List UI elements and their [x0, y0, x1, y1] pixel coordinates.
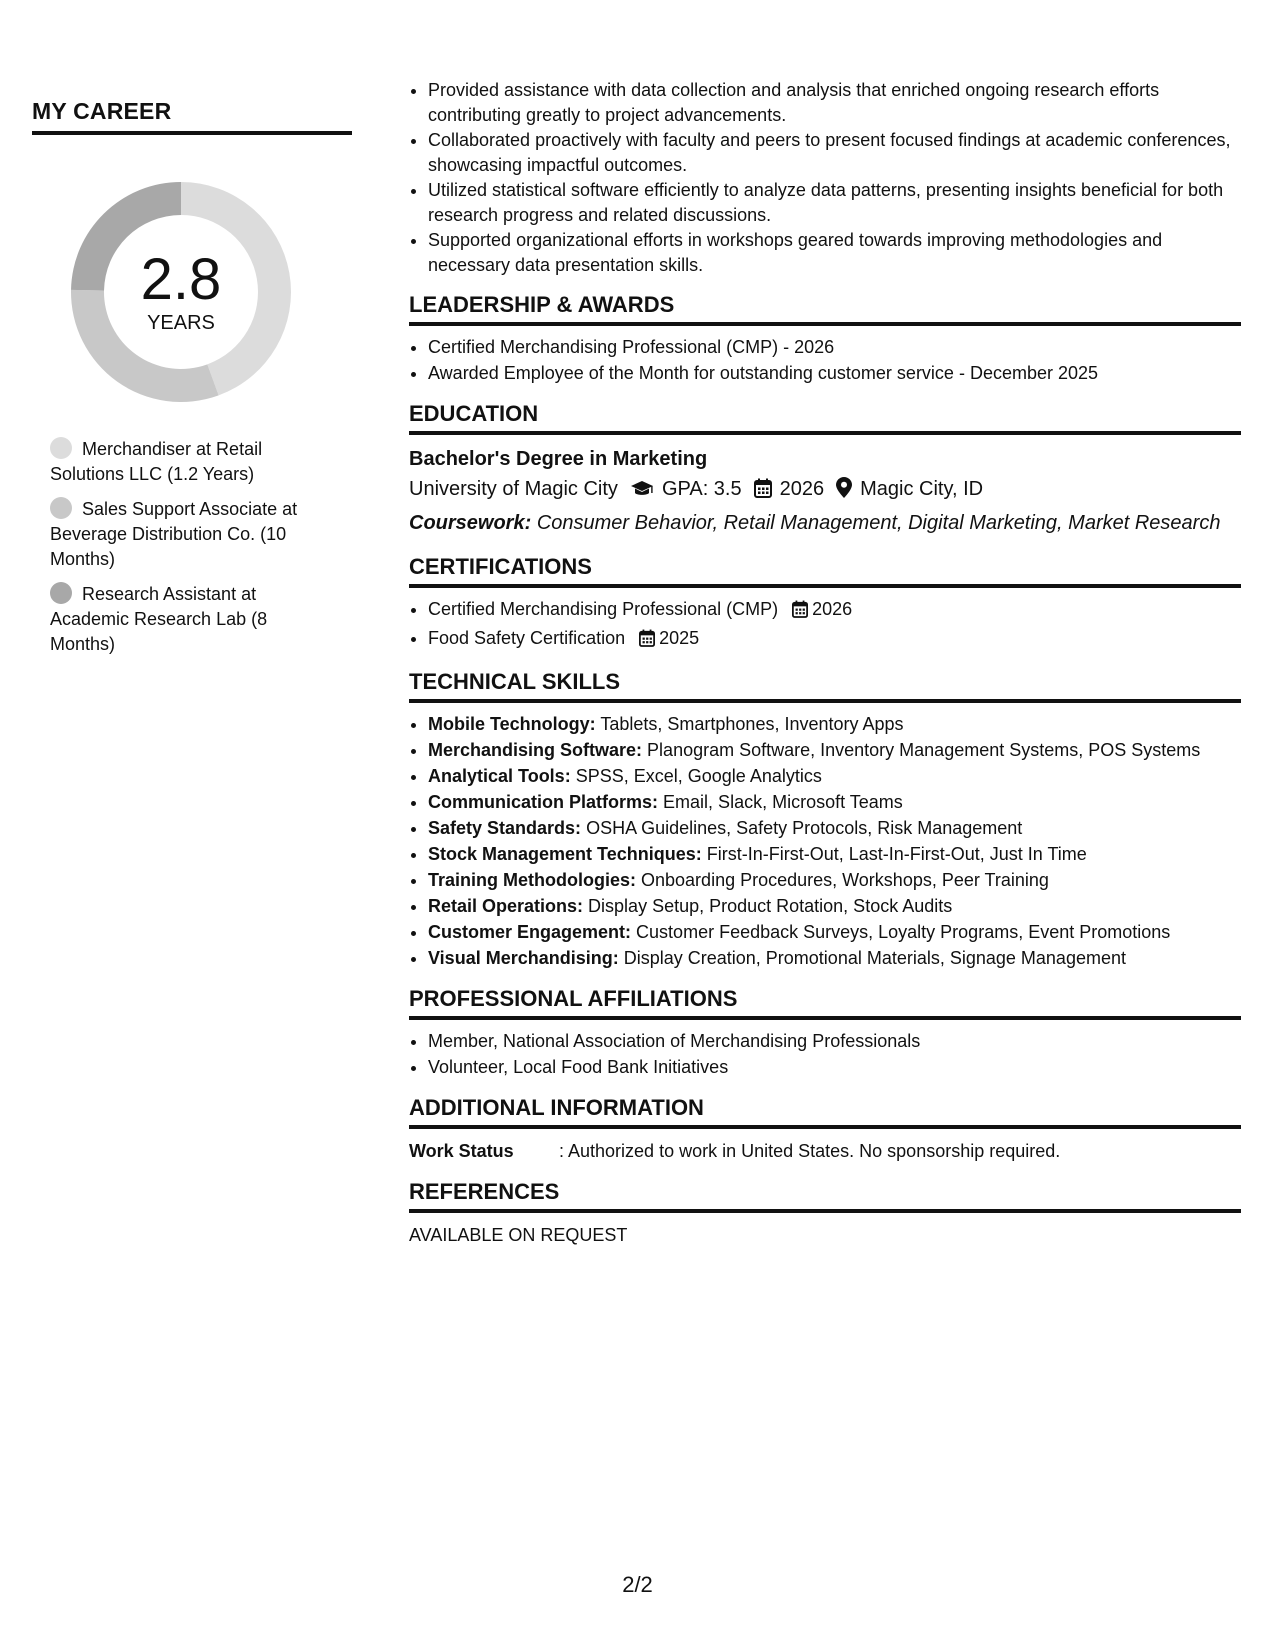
page-number: 2/2 — [622, 1572, 653, 1597]
legend-label: Research Assistant at Academic Research Lab (8 Months) — [50, 584, 268, 654]
list-item — [428, 790, 1241, 815]
legend-dot-icon — [50, 497, 72, 519]
career-donut-chart — [66, 177, 296, 407]
list-item: • Collaborated proactively with faculty and peers to present focused findings at academic conferences, showcasing impactful outcomes. — [428, 128, 1241, 177]
section-title: CERTIFICATIONS — [409, 553, 1241, 588]
legend-label: Sales Support Associate at Beverage Distribution Co. (10 Months) — [50, 499, 298, 569]
list-item — [428, 920, 1241, 945]
list-item: • Certified Merchandising Professional (CMP) - 2026 — [428, 335, 1241, 360]
work-status-row — [409, 1138, 1241, 1164]
career-sidebar — [32, 80, 352, 667]
education-location: Magic City, ID — [860, 478, 984, 500]
legend-label: Merchandiser at Retail Solutions LLC (1.2 Years) — [50, 439, 263, 484]
references-section — [409, 1178, 1241, 1248]
experience-bullets — [409, 78, 1241, 277]
graduation-year: 2026 — [779, 478, 825, 500]
work-status-value: : Authorized to work in United States. No sponsorship required. — [559, 1141, 1061, 1161]
skill-values: SPSS, Excel, Google Analytics — [575, 766, 822, 786]
affiliations-list — [409, 1029, 1241, 1080]
section-title: LEADERSHIP & AWARDS — [409, 291, 1241, 326]
education-meta — [409, 474, 1241, 507]
graduation-cap-icon — [630, 477, 654, 507]
list-item: • Member, National Association of Merchandising Professionals — [428, 1029, 1241, 1054]
coursework — [409, 507, 1241, 539]
skill-category: Analytical Tools: — [428, 766, 571, 786]
list-item — [428, 946, 1241, 971]
calendar-icon — [754, 477, 772, 507]
skill-values: Email, Slack, Microsoft Teams — [663, 792, 903, 812]
skill-category: Visual Merchandising: — [428, 948, 619, 968]
list-item — [428, 816, 1241, 841]
leadership-list — [409, 335, 1241, 386]
skill-values: Display Setup, Product Rotation, Stock Audits — [588, 896, 953, 916]
total-years-unit: YEARS — [147, 312, 215, 334]
list-item — [428, 626, 1241, 654]
legend-dot-icon — [50, 437, 72, 459]
list-item: • Provided assistance with data collection and analysis that enriched ongoing research efforts contributing greatly to project advancements. — [428, 78, 1241, 127]
career-heading: MY CAREER — [32, 98, 352, 135]
affiliations-section — [409, 985, 1241, 1080]
skills-section — [409, 668, 1241, 971]
list-item — [428, 738, 1241, 763]
references-text: AVAILABLE ON REQUEST — [409, 1225, 628, 1245]
legend-item — [50, 497, 320, 572]
skill-values: Planogram Software, Inventory Management Systems, POS Systems — [647, 740, 1201, 760]
list-item — [428, 842, 1241, 867]
legend-item — [50, 582, 320, 657]
school-name: University of Magic City — [409, 478, 618, 500]
certification-year: 2026 — [812, 599, 853, 619]
coursework-list: Consumer Behavior, Retail Management, Digital Marketing, Market Research — [536, 512, 1221, 534]
skill-values: Onboarding Procedures, Workshops, Peer Training — [641, 870, 1049, 890]
legend-dot-icon — [50, 582, 72, 604]
skill-category: Training Methodologies: — [428, 870, 636, 890]
career-legend — [50, 437, 320, 657]
skill-values: Display Creation, Promotional Materials, Signage Management — [623, 948, 1126, 968]
skill-category: Retail Operations: — [428, 896, 584, 916]
skill-category: Merchandising Software: — [428, 740, 643, 760]
skill-category: Stock Management Techniques: — [428, 844, 702, 864]
degree: Bachelor's Degree in Marketing — [409, 448, 708, 470]
skill-values: Customer Feedback Surveys, Loyalty Programs, Event Promotions — [636, 922, 1171, 942]
skill-category: Safety Standards: — [428, 818, 582, 838]
list-item: • Awarded Employee of the Month for outstanding customer service - December 2025 — [428, 361, 1241, 386]
section-title: EDUCATION — [409, 400, 1241, 435]
list-item: • Supported organizational efforts in workshops geared towards improving methodologies and necessary data presentation skills. — [428, 228, 1241, 277]
list-item — [428, 868, 1241, 893]
work-status-label: Work Status — [409, 1141, 514, 1161]
certifications-list — [409, 597, 1241, 654]
skill-category: Customer Engagement: — [428, 922, 632, 942]
skill-category: Communication Platforms: — [428, 792, 659, 812]
list-item — [428, 764, 1241, 789]
certification-name: Certified Merchandising Professional (CMP) — [428, 599, 779, 619]
list-item — [428, 894, 1241, 919]
leadership-section — [409, 291, 1241, 386]
section-title: REFERENCES — [409, 1178, 1241, 1213]
map-pin-icon — [836, 477, 852, 507]
calendar-icon — [639, 629, 655, 654]
certification-year: 2025 — [659, 628, 700, 648]
list-item: • Volunteer, Local Food Bank Initiatives — [428, 1055, 1241, 1080]
main-column — [409, 78, 1241, 1248]
list-item — [428, 597, 1241, 625]
donut-center — [66, 177, 296, 407]
skill-values: First-In-First-Out, Last-In-First-Out, Just In Time — [706, 844, 1087, 864]
list-item: • Utilized statistical software efficiently to analyze data patterns, presenting insights beneficial for both research progress and related discussions. — [428, 178, 1241, 227]
total-years-value: 2.8 — [140, 247, 222, 312]
gpa: GPA: 3.5 — [661, 478, 742, 500]
education-section — [409, 400, 1241, 539]
skill-values: Tablets, Smartphones, Inventory Apps — [600, 714, 904, 734]
coursework-label: Coursework: — [409, 512, 532, 534]
certifications-section — [409, 553, 1241, 654]
certification-name: Food Safety Certification — [428, 628, 626, 648]
section-title: ADDITIONAL INFORMATION — [409, 1094, 1241, 1129]
section-title: PROFESSIONAL AFFILIATIONS — [409, 985, 1241, 1020]
skill-values: OSHA Guidelines, Safety Protocols, Risk Management — [586, 818, 1023, 838]
legend-item — [50, 437, 320, 487]
skills-list — [409, 712, 1241, 971]
list-item — [428, 712, 1241, 737]
section-title: TECHNICAL SKILLS — [409, 668, 1241, 703]
additional-info-section — [409, 1094, 1241, 1164]
skill-category: Mobile Technology: — [428, 714, 596, 734]
calendar-icon — [792, 600, 808, 625]
